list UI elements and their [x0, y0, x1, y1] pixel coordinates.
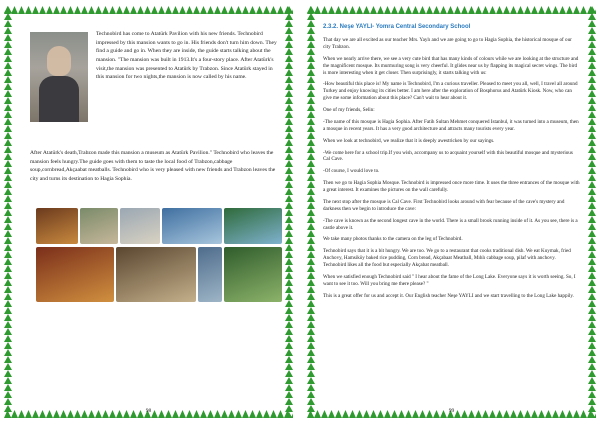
paragraph: When we look at technobird, we realize that it is deeply awestricken by our sayings. — [323, 137, 495, 144]
paragraph: When we nearly arrive there, we see a very cute bird that has many kinds of colours while we are looking at the structure and the magnificent mosque. Its murmuring song is very cheerful. It glides near us by flapping its magical secret wings. The bird is more interesting when it get closer. Then surprisingly, it starts talking with us: — [323, 55, 579, 76]
paragraph: When we satisfied enough Technobird said " I hear about the fame of the Long Lake. Everyone says it is worth seeing. So, I want to see it too. Will you bring me there please? " — [323, 273, 576, 287]
paragraph: -The name of this mosque is Hagia Sophia. After Fatih Sultan Mehmet conquered Istanbul, it was turned into a museum, then a mosque in recent years. It has a very good architecture and attracts many tourists every year. — [323, 118, 579, 132]
paragraph: This is a great offer for us and accept it. Our English teacher Neşe YAYLI and we start travelling to the Long Lake happily. — [323, 292, 574, 299]
sea-photo — [162, 208, 222, 244]
tree-border-right — [588, 6, 596, 418]
tree-border-left — [307, 6, 315, 418]
intro-paragraph: Technobird has come to Atatürk Pavilion with his new friends. Technobird impressed by this mansion wants to go in. His friends don't turn him down. They find a guide and go in. When they are inside, the guide starts talking about the mansion. "The mansion was built in 1913.It's a four-story place. After Atatürk's visit,the mansion was presented to Atatürk by Trabzon. Since Atatürk stayed in this mansion for two nights,the mansion is now called by his name. — [96, 31, 277, 81]
tree-border-right — [285, 6, 293, 418]
castle-photo — [80, 208, 118, 244]
left-page — [4, 6, 293, 418]
mosque-photo — [120, 208, 160, 244]
paragraph: Technobird says that it is a bit hungry. We are too. We go to a restaurant that cooks traditional dish. We eat Kuymak, fried Anchovy, Hamsiköy baked rice pudding, Corn bread, Akçabaat Meatball, Mıhlı cabbage soup, pilaf with anchovy. Technobird likes all the food but especially Akçabat meatball. — [323, 248, 571, 268]
tree-border-top — [4, 6, 293, 14]
city-photo — [198, 247, 222, 302]
mountain-photo — [224, 247, 282, 302]
paragraph: That day we are all excited as our teacher Mrs. Yaylı and we are going to go to Hagia Sophia, the historical mosque of our city Trabzon. — [323, 37, 572, 50]
after-paragraph: After Atatürk's death,Trabzon made this mansion a museum as Atatürk Pavilion." Technobird who leaves the mansion feels hungry.The guide goes with them to taste the local food of Trabzon,cabbage soup,cornbread,Akçaabat meatballs. Technobird who is very pleased with new friends and Trabzon leaves the city and turns its destination to Hagia Sophia. — [30, 150, 276, 182]
paragraph: -We come here for a school trip.If you wish, accompany us to acquaint yourself with this beautiful mosque and mysterious Cal Cave. — [323, 149, 573, 163]
left-page-content — [20, 22, 277, 402]
paragraph: -Of course, I would love to. — [323, 168, 380, 175]
tree-border-left — [4, 6, 12, 418]
page-number: 98 — [145, 408, 152, 414]
page-number: 99 — [448, 408, 455, 414]
right-page-content — [323, 22, 580, 402]
lake-photo — [224, 208, 282, 244]
paragraph: We take many photos thanks to the camera on the leg of Technobird. — [323, 236, 463, 243]
section-heading: 2.3.2. Neşe YAYLI- Yomra Central Secondary School — [323, 24, 471, 30]
dish-photo — [36, 247, 114, 302]
paragraph: -How beautiful this place is! My name is Technobird, I'm a curious traveller. Pleased to meet you all, well, I travel all around Turkey and enjoy knowing its cities better. I am here after the exploration of Bosphorus and Atatürk Kiosk. Now, who can give me some information about this place? Can't wait to hear about it. — [323, 81, 578, 102]
portrait-photo — [30, 32, 88, 122]
photo-collage — [36, 208, 282, 302]
bowl-photo — [116, 247, 196, 302]
tree-border-top — [307, 6, 596, 14]
food-photo — [36, 208, 78, 244]
paragraph: One of my friends, Selin: — [323, 107, 375, 113]
right-page — [307, 6, 596, 418]
paragraph: -The cave is known as the second longest cave in the world. There is a small brook running inside of it. As you see, there is a castle above it. — [323, 217, 578, 231]
paragraph: The next stop after the mosque is Cal Cave. First Technobird looks around with fear because of the cave's mystery and darkness then we begin to introduce the cave: — [323, 198, 565, 212]
paragraph: Then we go to Hagia Sophia Mosque. Technobird is impressed once more time. It uses the three entrances of the mosque with a great interest. It examines the pictures on the wall carefully. — [323, 180, 580, 193]
